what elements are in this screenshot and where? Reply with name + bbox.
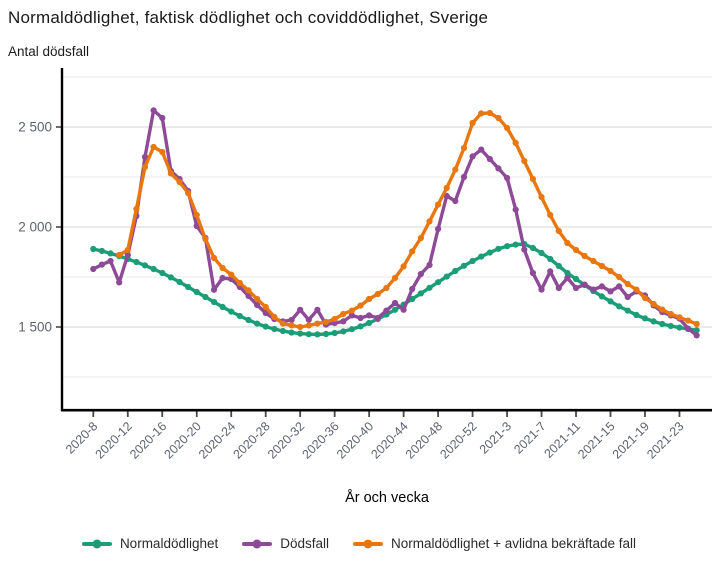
data-point [340,328,346,334]
data-point [599,293,605,299]
data-point [107,258,113,264]
data-point [495,115,501,121]
data-point [444,274,450,280]
x-tick-label: 2020-44 [368,419,411,462]
data-point [306,317,312,323]
data-point [573,276,579,282]
data-point [418,271,424,277]
data-point [185,190,191,196]
data-point [659,321,665,327]
data-point [633,312,639,318]
data-point [504,175,510,181]
data-point [418,290,424,296]
data-point [99,248,105,254]
data-point [461,174,467,180]
data-point [176,279,182,285]
data-point [633,287,639,293]
data-point [409,286,415,292]
data-point [659,307,665,313]
data-point [159,270,165,276]
data-point [401,307,407,313]
data-point [616,283,622,289]
data-point [340,318,346,324]
data-point [151,144,157,150]
data-point [625,281,631,287]
data-point [151,107,157,113]
data-point [349,308,355,314]
data-point [211,299,217,305]
data-point [513,242,519,248]
legend-label: Dödsfall [280,536,330,551]
data-point [375,315,381,321]
data-point [470,258,476,264]
data-point [254,321,260,327]
data-point [694,332,700,338]
data-point [435,202,441,208]
data-point [151,266,157,272]
data-point [444,185,450,191]
data-point [99,262,105,268]
data-point [547,256,553,262]
data-point [263,304,269,310]
data-point [556,285,562,291]
data-point [297,324,303,330]
data-point [590,258,596,264]
data-point [694,321,700,327]
data-point [245,317,251,323]
data-point [289,317,295,323]
data-point [521,247,527,253]
data-point [461,263,467,269]
data-point [495,246,501,252]
data-point [504,125,510,131]
data-point [685,318,691,324]
data-point [142,262,148,268]
data-point [237,280,243,286]
data-point [409,248,415,254]
data-point [470,153,476,159]
data-point [90,246,96,252]
data-point [599,263,605,269]
data-point [280,321,286,327]
data-point [607,288,613,294]
data-point [642,295,648,301]
data-point [668,311,674,317]
data-point [366,296,372,302]
data-point [418,235,424,241]
data-point [547,268,553,274]
data-point [220,304,226,310]
data-point [530,270,536,276]
data-point [211,287,217,293]
data-point [366,320,372,326]
data-point [357,323,363,329]
data-point [435,279,441,285]
data-point [452,268,458,274]
data-point [582,253,588,259]
data-point [220,275,226,281]
data-point [530,176,536,182]
data-point [461,145,467,151]
data-point [142,164,148,170]
data-point [392,300,398,306]
data-point [685,326,691,332]
data-point [366,312,372,318]
data-point [194,289,200,295]
y-tick-label: 2 000 [18,219,52,235]
legend-marker-normaldodlighet-icon [82,542,112,546]
data-point [651,301,657,307]
data-point [392,307,398,313]
data-point [159,115,165,121]
data-point [176,179,182,185]
data-point [125,247,131,253]
data-point [478,147,484,153]
data-point [289,330,295,336]
data-point [487,156,493,162]
x-tick-label: 2020-40 [333,419,377,462]
data-point [107,250,113,256]
x-tick-label: 2020-32 [264,419,308,462]
data-point [599,283,605,289]
data-point [401,263,407,269]
x-tick-label: 2020-20 [161,419,204,462]
data-series [90,107,700,338]
data-point [357,303,363,309]
data-point [228,309,234,315]
x-tick-label: 2020-8 [62,419,101,457]
mortality-line-chart [0,68,718,528]
data-point [314,331,320,337]
data-point [616,274,622,280]
data-point [357,315,363,321]
data-point [676,325,682,331]
data-point [625,308,631,314]
chart-legend [0,536,718,551]
data-point [487,110,493,116]
data-point [280,328,286,334]
data-point [452,198,458,204]
data-point [133,206,139,212]
data-point [133,259,139,265]
data-point [556,228,562,234]
data-point [642,315,648,321]
gridlines [62,77,712,377]
data-point [426,285,432,291]
data-point [332,316,338,322]
data-point [564,275,570,281]
data-point [426,218,432,224]
x-tick-label: 2020-12 [92,419,135,462]
data-point [651,318,657,324]
data-point [547,212,553,218]
data-point [375,291,381,297]
data-point [194,212,200,218]
legend-label: Normaldödlighet + avlidna bekräftade fall [391,536,637,551]
data-point [556,263,562,269]
data-point [185,284,191,290]
data-point [332,330,338,336]
data-point [538,194,544,200]
data-point [538,287,544,293]
series-dodsfall [90,107,700,338]
data-point [306,331,312,337]
legend-item-normaldodlighet [82,536,218,551]
x-tick-label: 2021-11 [541,419,584,461]
data-point [228,272,234,278]
data-point [202,294,208,300]
data-point [582,282,588,288]
data-point [159,149,165,155]
legend-marker-normaldodlighet-plus-avlidna-icon [353,542,383,546]
data-point [607,298,613,304]
data-point [452,167,458,173]
x-tick-label: 2020-36 [299,419,342,462]
x-tick-label: 2020-16 [127,419,170,462]
data-point [504,243,510,249]
data-point [392,275,398,281]
data-point [116,279,122,285]
data-point [470,120,476,126]
data-point [297,307,303,313]
legend-label: Normaldödlighet [119,536,219,551]
data-point [297,331,303,337]
x-tick-label: 2020-24 [196,419,239,462]
legend-marker-dodsfall-icon [242,542,272,546]
data-point [538,250,544,256]
x-tick-label: 2021-3 [476,419,515,457]
data-point [168,274,174,280]
data-point [573,285,579,291]
data-point [383,308,389,314]
data-point [607,268,613,274]
data-point [211,255,217,261]
data-point [435,226,441,232]
data-point [616,303,622,309]
data-point [254,296,260,302]
y-axis-title: Antal dödsfall [8,44,90,59]
data-point [323,319,329,325]
legend-item-dodsfall [242,536,329,551]
data-point [625,294,631,300]
data-point [530,245,536,251]
x-tick-label: 2021-19 [609,419,653,462]
legend-item-normaldodlighet-plus-avlidna [353,536,636,551]
data-point [478,110,484,116]
data-point [676,314,682,320]
x-tick-label: 2020-48 [402,419,446,462]
data-point [564,240,570,246]
data-point [263,324,269,330]
data-point [237,313,243,319]
data-point [521,158,527,164]
chart-title: Normaldödlighet, faktisk dödlighet och coviddödlighet, Sverige [8,8,489,27]
x-tick-label: 2021-7 [511,419,549,457]
x-tick-label: 2020-52 [437,419,480,462]
data-point [271,314,277,320]
data-point [513,207,519,213]
data-point [271,326,277,332]
data-point [314,307,320,313]
data-point [573,247,579,253]
data-point [513,140,519,146]
data-point [220,265,226,271]
data-point [90,266,96,272]
data-point [668,323,674,329]
data-point [202,236,208,242]
data-point [478,254,484,260]
data-point [116,252,122,258]
x-tick-label: 2021-15 [575,419,618,462]
data-point [289,322,295,328]
data-point [168,170,174,176]
data-point [495,165,501,171]
x-tick-label: 2020-28 [230,419,273,462]
x-tick-label: 2021-23 [644,419,687,462]
x-axis-title: År och vecka [345,490,429,506]
data-point [314,321,320,327]
y-tick-label: 2 500 [18,119,52,135]
data-point [426,262,432,268]
data-point [306,322,312,328]
data-point [349,326,355,332]
y-tick-label: 1 500 [18,319,52,335]
data-point [487,250,493,256]
data-point [340,311,346,317]
data-point [245,287,251,293]
data-point [590,287,596,293]
data-point [323,331,329,337]
data-point [383,285,389,291]
